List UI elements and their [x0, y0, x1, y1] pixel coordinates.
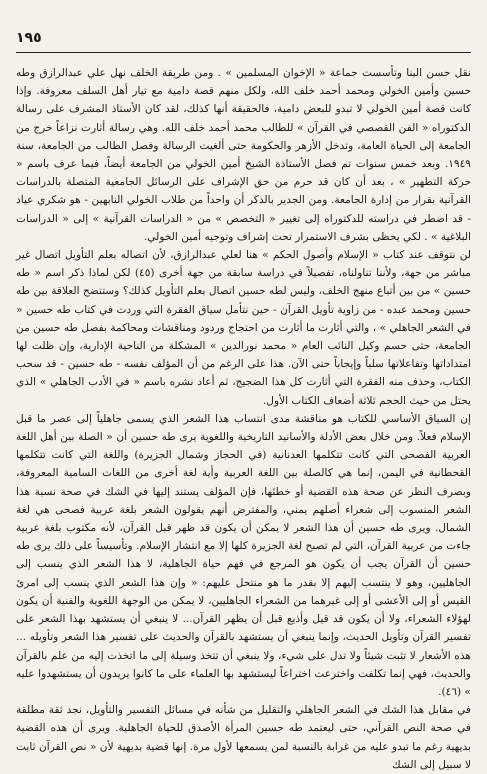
paragraph-3: إن السياق الأساسي للكتاب هو مناقشة مدى انتساب هذا الشعر الذي يسمى جاهلياً إلى عصر ما قبل الإسلام فعلاً. ومن خلال بعض الأدلة والأسانيد التاريخية واللغوية يرى طه حسين أن « الصلة بين أهل اللغة العربية الفصحى التي كانت تتكلمها العدنانية (في الحجاز وشمال الجزيرة) واللغة التي كانت تتكلمها القحطانية في اليمن، إنما هي كالصلة بين اللغة العربية وأية لغة أخرى من اللغات السامية المعروفة، وبصرف النظر عن صحة هذه القضية أو خطئها، فإن المؤلف يستند إليها في الشك في صحة نسبة هذا الشعر المنسوب إلى شعراء أصلهم يمني، والمفترض أنهم يقولون الشعر بلغة عربية فصحى هي لغة الشمال. ويرى طه حسين أن هذا الشعر لا يمكن أن يكون قد ظهر قبل القرآن، لأنه مكتوب بلغة عربية جاءت من عربية القرآن، التي لم تصبح لغة الجزيرة كلها إلا مع انتشار الإسلام. وتأسيساً على ذلك يرى طه حسين أن القرآن يجب أن يكون هو المرجع في فهم حياة الجاهلية، لا هذا الشعر الذي ينسب إلى الجاهليين، وهو لا ينتسب إليهم إلا بقدر ما هو منتحل عليهم: « وإن هذا الشعر الذي ينسب إلى امرئ القيس أو إلى الأعشى أو إلى غيرهما من الشعراء الجاهليين، لا يمكن من الوجهة اللغوية والفنية أن يكون لهؤلاء الشعراء، ولا أن يكون قد قيل وأذيع قبل أن يظهر القرآن... لا ينبغي أن يستشهد بهذا الشعر على تفسير القرآن وتأويل الحديث، وإنما ينبغي أن يستشهد بالقرآن والحديث على تفسير هذا الشعر وتأويله ... هذه الأشعار لا تثبت شيئاً ولا تدل على شيء، ولا ينبغي أن تتخذ وسيلة إلى ما اتخذت إليه من علم بالقرآن والحديث، فهي إنما تكلفت واخترعت اختراعاً ليستشهد بها العلماء على ما كانوا يريدون أن يستشهدوا عليه » (٤٦).	[16, 412, 471, 698]
page-header	[16, 30, 471, 53]
paragraph-1: نقل حسن البنا وتأسست جماعة « الإخوان المسلمين » . ومن طريقة الخلف نهل علي عبدالرازق وطه حسين وأمين الخولي ومحمد أحمد خلف الله، ولكل منهم قصة دامية مع تيار أهل السلف معروفة. وإذا كانت قصة أمين الخولي لا تبدو للبعض دامية، فالحقيقة أنها كذلك، لقد كان الأستاذ المشرف على رسالة الدكتوراه « الفن القصصي في القرآن » للطالب محمد أحمد خلف الله. وهي رسالة أثارت نزاعاً خرج من الجامعة إلى الحياة العامة، وتدخل الأزهر والحكومة حتى ألغيت الرسالة وفصل الطالب من الجامعة، سنة ١٩٤٩. وبعد خمس سنوات تم فصل الأستاذة الشيخ أمين الخولي من الجامعة أيضاً، فيما عرف باسم « حركة التطهير » ، بعد أن كان قد حرم من حق الإشراف على الرسائل الجامعية المتصلة بالدراسات القرآنية بقرار من إدارة الجامعة. ومن الجدير بالذكر أن واحداً من طلاب الخولي النابهين - هو شكري عياد - قد اضطر في دراسته للدكتوراه إلى تغيير « التخصص » من « الدراسات القرآنية » إلى « الدراسات البلاغية » . لكي يحظى بشرف الاستمرار تحت إشراف وتوجيه أمين الخولي.	[16, 67, 471, 243]
paragraph-2: لن نتوقف عند كتاب « الإسلام وأصول الحكم » هنا لعلي عبدالرازق، لأن اتصاله بعلم التأويل اتصال غير مباشر من جهة، ولأننا تناولناه، تفصيلاً في دراسة سابقة من جهة أخرى (٤٥) لكن لماذا ذكر اسم « طه حسين » من بين أتباع منهج الخلف، وليس لطه حسين اتصال بعلم التأويل كذلك؟ وستتضح العلاقة بين طه حسين ومحمد عبده - من زاوية تأويل القرآن - حين نتأمل سياق الفقرة التي وردت في كتاب طه حسين « في الشعر الجاهلي » ، والتي أثارت ما أثارت من احتجاج وردود ومناقشات ومحاكمة بفصل طه حسين من الجامعة، حتى حسم وكيل النائب العام « محمد نورالدين » المشكلة من الناحية الإدارية، وإن ظلت لها امتداداتها وتفاعلاتها سلباً وإيجاباً حتى الآن. هذا على الرغم من أن المؤلف نفسه - طه حسين - قد سحب الكتاب، وحذف منه الفقرة التي أثارت كل هذا الضجيج، ثم أعاد نشره باسم « في الأدب الجاهلي » الذي يحتل من حيث الحجم ثلاثة أضعاف الكتاب الأول.	[16, 249, 471, 407]
page-body	[16, 64, 471, 774]
page-number: ١٩٥	[16, 30, 42, 46]
paragraph-4: في مقابل هذا الشك في الشعر الجاهلي والتقليل من شأنه في مسائل التفسير والتأويل، نجد ثقة مطلقة في صحة النص القرآني، حتى ليعتمد طه حسين المرأة الأصدق للحياة الجاهلية. ويرى أن هذه القضية بديهية رغم ما تبدو عليه من غرابة بالنسبة لمن يسمعها لأول مرة. إنها قضية بديهية لأن « نص القرآن ثابت لا سبيل إلى الشك	[16, 704, 471, 771]
